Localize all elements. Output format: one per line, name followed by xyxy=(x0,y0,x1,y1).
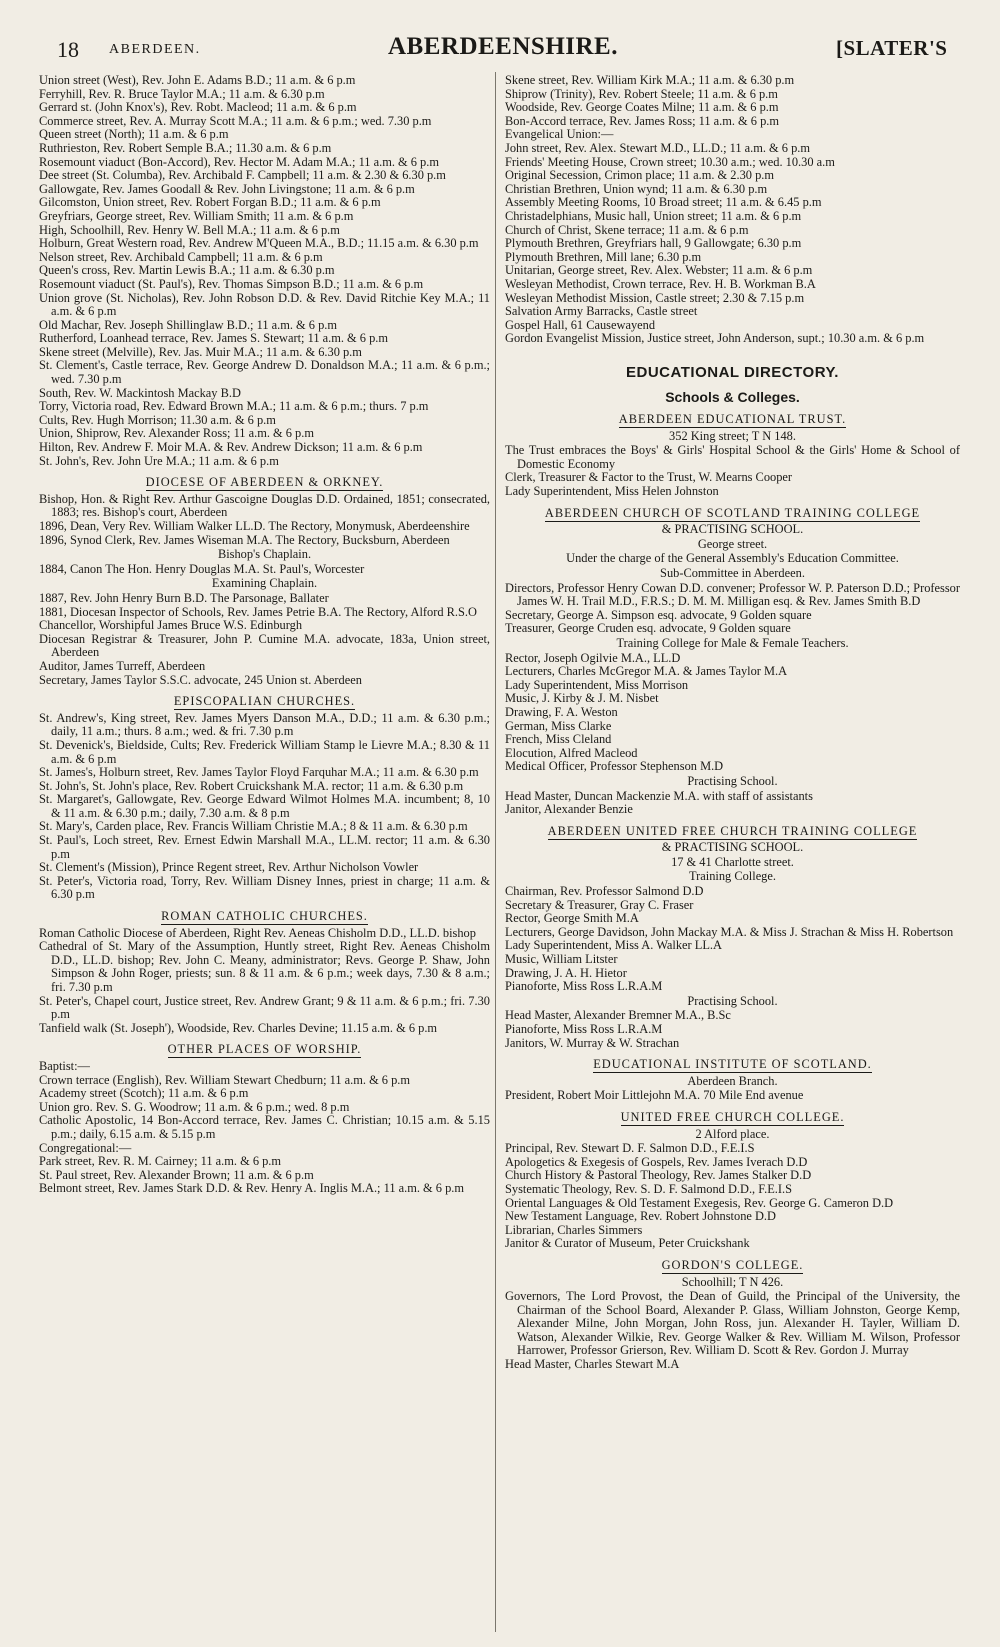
section-heading-episcopal: EPISCOPALIAN CHURCHES. xyxy=(173,694,356,709)
directory-entry: Apologetics & Exegesis of Gospels, Rev. James Iverach D.D xyxy=(505,1154,808,1169)
directory-entry: St. Mary's, Carden place, Rev. Francis William Christie M.A.; 8 & 11 a.m. & 6.30 p.m xyxy=(39,819,468,834)
examining-label: Examining Chaplain. xyxy=(211,576,318,591)
directory-entry: St. Margaret's, Gallowgate, Rev. George Edward Wilmot Holmes M.A. incumbent; 8, 10 & 11 a.m. & 6.30 p.m.; daily, 7.30 a.m. & 8 p.m xyxy=(39,792,490,820)
directory-entry: 1881, Diocesan Inspector of Schools, Rev. James Petrie B.A. The Rectory, Alford R.S.O xyxy=(39,604,477,619)
catholic-apostolic: Catholic Apostolic, 14 Bon-Accord terrace, Rev. James C. Christian; 10.15 a.m. & 5.15 p.m.; daily, 6.15 a.m. & 5.15 p.m xyxy=(39,1113,490,1141)
directory-entry: Salvation Army Barracks, Castle street xyxy=(505,304,698,319)
directory-entry: Crown terrace (English), Rev. William Stewart Chedburn; 11 a.m. & 6 p.m xyxy=(39,1072,411,1087)
other-worship-list xyxy=(505,156,960,346)
directory-entry: Chairman, Rev. Professor Salmond D.D xyxy=(505,884,704,899)
church-list xyxy=(39,74,490,468)
directory-entry: Lecturers, Charles McGregor M.A. & James Taylor M.A xyxy=(505,664,788,679)
directory-entry: Chancellor, Worshipful James Bruce W.S. Edinburgh xyxy=(39,618,303,633)
directory-entry: St. James's, Holburn street, Rev. James Taylor Floyd Farquhar M.A.; 11 a.m. & 6.30 p.m xyxy=(39,765,479,780)
directory-entry: Oriental Languages & Old Testament Exegesis, Rev. George G. Cameron D.D xyxy=(505,1195,894,1210)
directory-entry: 1887, Rev. John Henry Burn B.D. The Parsonage, Ballater xyxy=(39,590,329,605)
directory-entry: Union street (West), Rev. John E. Adams B.D.; 11 a.m. & 6 p.m xyxy=(39,73,356,87)
directory-entry: President, Robert Moir Littlejohn M.A. 70 Mile End avenue xyxy=(505,1088,804,1103)
csc-training-label: Training College for Male & Female Teachers. xyxy=(616,635,849,650)
directory-entry: Skene street (Melville), Rev. Jas. Muir M.A.; 11 a.m. & 6.30 p.m xyxy=(39,344,362,359)
gordon-heading: GORDON'S COLLEGE. xyxy=(661,1257,804,1272)
directory-entry: Belmont street, Rev. James Stark D.D. & Rev. Henry A. Inglis M.A.; 11 a.m. & 6 p.m xyxy=(39,1181,465,1196)
directory-entry: Directors, Professor Henry Cowan D.D. convener; Professor W. P. Paterson D.D.; Professor James W. H. Trail M.D., F.R.S.; D. M. M. Milligan esq. & Rev. James Smith B.D xyxy=(505,580,960,609)
directory-entry: Rutherford, Loanhead terrace, Rev. James S. Stewart; 11 a.m. & 6 p.m xyxy=(39,331,389,346)
directory-entry: High, Schoolhill, Rev. Henry W. Bell M.A.; 11 a.m. & 6 p.m xyxy=(39,222,340,237)
directory-entry: St. Clement's, Castle terrace, Rev. George Andrew D. Donaldson M.A.; 11 a.m. & 6 p.m.; wed. 7.30 p.m xyxy=(39,358,490,387)
directory-entry: Gordon Evangelist Mission, Justice street, John Anderson, supt.; 10.30 a.m. & 6 p.m xyxy=(505,331,925,346)
directory-entry: Holburn, Great Western road, Rev. Andrew M'Queen M.A., B.D.; 11.15 a.m. & 6.30 p.m xyxy=(39,236,479,251)
directory-entry: Union, Shiprow, Rev. Alexander Ross; 11 a.m. & 6 p.m xyxy=(39,426,314,441)
directory-entry: Commerce street, Rev. A. Murray Scott M.A.; 11 a.m. & 6 p.m.; wed. 7.30 p.m xyxy=(39,113,432,128)
directory-entry: Drawing, F. A. Weston xyxy=(505,704,618,719)
directory-entry: Ruthrieston, Rev. Robert Semple B.A.; 11.30 a.m. & 6 p.m xyxy=(39,140,332,155)
directory-entry: Gerrard st. (John Knox's), Rev. Robt. Macleod; 11 a.m. & 6 p.m xyxy=(39,100,357,115)
directory-entry: Music, J. Kirby & J. M. Nisbet xyxy=(505,691,659,706)
ufc-heading-2: & PRACTISING SCHOOL. xyxy=(661,840,804,855)
directory-entry: French, Miss Cleland xyxy=(505,732,612,747)
directory-entry: Janitors, W. Murray & W. Strachan xyxy=(505,1035,680,1050)
baptist-label: Baptist:— xyxy=(39,1058,90,1073)
directory-entry: Rector, Joseph Ogilvie M.A., LL.D xyxy=(505,650,681,665)
roman-list xyxy=(39,927,490,1036)
congregational-list xyxy=(39,1155,490,1196)
directory-entry: Queen's cross, Rev. Martin Lewis B.A.; 11 a.m. & 6.30 p.m xyxy=(39,263,335,278)
directory-entry: Lady Superintendent, Miss A. Walker LL.A xyxy=(505,938,722,953)
directory-entry: New Testament Language, Rev. Robert Johnstone D.D xyxy=(505,1209,776,1224)
directory-entry: Original Secession, Crimon place; 11 a.m. & 2.30 p.m xyxy=(505,168,774,183)
directory-entry: Auditor, James Turreff, Aberdeen xyxy=(39,658,206,673)
directory-entry: Secretary & Treasurer, Gray C. Fraser xyxy=(505,897,694,912)
directory-entry: The Trust embraces the Boys' & Girls' Hospital School & the Girls' Home & School of Domestic Economy xyxy=(505,443,960,471)
section-heading-diocese: DIOCESE OF ABERDEEN & ORKNEY. xyxy=(145,475,384,490)
ufc-address: 17 & 41 Charlotte street. xyxy=(671,854,794,869)
directory-entry: Roman Catholic Diocese of Aberdeen, Right Rev. Aeneas Chisholm D.D., LL.D. bishop xyxy=(39,925,476,940)
directory-entry: Bon-Accord terrace, Rev. James Ross; 11 a.m. & 6 p.m xyxy=(505,113,780,128)
directory-entry: Head Master, Charles Stewart M.A xyxy=(505,1357,680,1372)
csc-heading: ABERDEEN CHURCH OF SCOTLAND TRAINING COLLEGE xyxy=(544,505,921,520)
directory-entry: Friends' Meeting House, Crown street; 10.30 a.m.; wed. 10.30 a.m xyxy=(505,154,835,169)
eis-branch: Aberdeen Branch. xyxy=(687,1073,778,1088)
ufcc-list xyxy=(505,1142,960,1251)
directory-entry: Secretary, James Taylor S.S.C. advocate, 245 Union st. Aberdeen xyxy=(39,672,362,687)
csc-heading-2: & PRACTISING SCHOOL. xyxy=(661,522,804,537)
directory-entry: Clerk, Treasurer & Factor to the Trust, W. Mearns Cooper xyxy=(505,470,793,485)
directory-entry: Music, William Litster xyxy=(505,952,618,967)
directory-entry: St. Devenick's, Bieldside, Cults; Rev. Frederick William Stamp le Lievre M.A.; 8.30 & 11 a.m. & 6 p.m xyxy=(39,737,490,766)
evangelical-list xyxy=(505,142,960,156)
directory-entry: Ferryhill, Rev. R. Bruce Taylor M.A.; 11 a.m. & 6.30 p.m xyxy=(39,86,325,101)
trust-list xyxy=(505,444,960,498)
directory-entry: St. John's, St. John's place, Rev. Robert Cruickshank M.A. rector; 11 a.m. & 6.30 p.m xyxy=(39,778,464,793)
directory-entry: Systematic Theology, Rev. S. D. F. Salmond D.D., F.E.I.S xyxy=(505,1181,793,1196)
baptist-list xyxy=(39,1074,490,1115)
directory-entry: Shiprow (Trinity), Rev. Robert Steele; 11 a.m. & 6 p.m xyxy=(505,86,778,101)
ufc-practising-label: Practising School. xyxy=(687,993,778,1008)
directory-entry: Gallowgate, Rev. James Goodall & Rev. John Livingstone; 11 a.m. & 6 p.m xyxy=(39,181,415,196)
directory-entry: Pianoforte, Miss Ross L.R.A.M xyxy=(505,1022,663,1036)
episcopal-list xyxy=(39,712,490,902)
directory-entry: Christadelphians, Music hall, Union street; 11 a.m. & 6 p.m xyxy=(505,208,802,223)
directory-entry: Principal, Rev. Stewart D. F. Salmon D.D., F.E.I.S xyxy=(505,1141,755,1156)
directory-entry: Christian Brethren, Union wynd; 11 a.m. & 6.30 p.m xyxy=(505,181,768,196)
directory-entry: Assembly Meeting Rooms, 10 Broad street; 11 a.m. & 6.45 p.m xyxy=(505,195,822,210)
directory-entry: Union gro. Rev. S. G. Woodrow; 11 a.m. & 6 p.m.; wed. 8 p.m xyxy=(39,1099,350,1114)
directory-entry: Nelson street, Rev. Archibald Campbell; 11 a.m. & 6 p.m xyxy=(39,249,323,264)
diocese-canon: 1884, Canon The Hon. Henry Douglas M.A. St. Paul's, Worcester xyxy=(39,561,365,576)
directory-entry: Park street, Rev. R. M. Cairney; 11 a.m. & 6 p.m xyxy=(39,1154,282,1169)
directory-entry: Rector, George Smith M.A xyxy=(505,911,639,926)
directory-entry: Unitarian, George street, Rev. Alex. Webster; 11 a.m. & 6 p.m xyxy=(505,263,813,278)
left-column xyxy=(39,74,490,1196)
directory-entry: Church of Christ, Skene terrace; 11 a.m. & 6 p.m xyxy=(505,222,749,237)
directory-entry: Lady Superintendent, Miss Helen Johnston xyxy=(505,484,719,499)
directory-entry: St. Andrew's, King street, Rev. James Myers Danson M.A., D.D.; 11 a.m. & 6.30 p.m.; daily, 11 a.m.; thurs. 8 a.m.; wed. & fri. 7.30 p.m xyxy=(39,710,490,739)
congregational-label: Congregational:— xyxy=(39,1140,132,1155)
directory-entry: Pianoforte, Miss Ross L.R.A.M xyxy=(505,979,663,994)
csc-charge: Under the charge of the General Assembly's Education Committee. xyxy=(566,551,899,566)
csc-list-c xyxy=(505,790,960,817)
diocese-list-b xyxy=(39,592,490,687)
directory-entry: St. John's, Rev. John Ure M.A.; 11 a.m. & 6 p.m xyxy=(39,453,279,468)
schools-colleges-heading: Schools & Colleges. xyxy=(665,389,800,406)
gordon-list xyxy=(505,1290,960,1372)
chaplain-label: Bishop's Chaplain. xyxy=(217,547,312,562)
directory-entry: Governors, The Lord Provost, the Dean of Guild, the Principal of the University, the Chairman of the School Board, Alexander P. Glass, William Johnston, George Kemp, Alexander Milne, John Morgan, John Ross, jun. Alexander H. Tayler, William D. Watson, Alexander Wilkie, Rev. George Walker & Rev. William M. Wilson, Professor Harrower, Professor Grierson, Rev. William D. Scott & Rev. Gordon J. Murray xyxy=(505,1289,960,1358)
csc-list-a xyxy=(505,582,960,636)
directory-entry: John street, Rev. Alex. Stewart M.D., LL.D.; 11 a.m. & 6 p.m xyxy=(505,140,811,155)
diocese-list-a xyxy=(39,493,490,547)
directory-entry: Union grove (St. Nicholas), Rev. John Robson D.D. & Rev. David Ritchie Key M.A.; 11 a.m. & 6 p.m xyxy=(39,290,490,319)
directory-entry: Rosemount viaduct (St. Paul's), Rev. Thomas Simpson B.D.; 11 a.m. & 6 p.m xyxy=(39,276,424,291)
trust-heading: ABERDEEN EDUCATIONAL TRUST. xyxy=(618,412,847,427)
directory-entry: Treasurer, George Cruden esq. advocate, 9 Golden square xyxy=(505,621,791,636)
directory-entry: Wesleyan Methodist Mission, Castle street; 2.30 & 7.15 p.m xyxy=(505,290,805,305)
eis-list xyxy=(505,1089,960,1103)
directory-entry: St. Peter's, Victoria road, Torry, Rev. William Disney Innes, priest in charge; 11 a.m. & 6.30 p.m xyxy=(39,873,490,902)
directory-entry: Hilton, Rev. Andrew F. Moir M.A. & Rev. Andrew Dickson; 11 a.m. & 6 p.m xyxy=(39,440,423,455)
directory-entry: Janitor, Alexander Benzie xyxy=(505,802,633,817)
directory-entry: Wesleyan Methodist, Crown terrace, Rev. H. B. Workman B.A xyxy=(505,276,816,291)
page-header xyxy=(0,0,1000,70)
gordon-address: Schoolhill; T N 426. xyxy=(681,1274,784,1289)
directory-entry: 1896, Dean, Very Rev. William Walker LL.D. The Rectory, Monymusk, Aberdeenshire xyxy=(39,519,470,533)
ufc-training-label: Training College. xyxy=(689,869,776,884)
directory-entry: Greyfriars, George street, Rev. William Smith; 11 a.m. & 6 p.m xyxy=(39,208,354,223)
directory-entry: Torry, Victoria road, Rev. Edward Brown M.A.; 11 a.m. & 6 p.m.; thurs. 7 p.m xyxy=(39,399,429,414)
directory-entry: Medical Officer, Professor Stephenson M.D xyxy=(505,759,724,774)
directory-entry: Rosemount viaduct (Bon-Accord), Rev. Hector M. Adam M.A.; 11 a.m. & 6 p.m xyxy=(39,154,439,169)
directory-entry: Skene street, Rev. William Kirk M.A.; 11 a.m. & 6.30 p.m xyxy=(505,73,795,87)
page-number: 18 xyxy=(57,37,79,62)
directory-entry: St. Clement's (Mission), Prince Regent street, Rev. Arthur Nicholson Vowler xyxy=(39,860,419,875)
section-heading-other: OTHER PLACES OF WORSHIP. xyxy=(167,1042,362,1057)
ufc-list-b xyxy=(505,1009,960,1050)
directory-entry: Bishop, Hon. & Right Rev. Arthur Gascoigne Douglas D.D. Ordained, 1851; consecrated, 1883; res. Bishop's court, Aberdeen xyxy=(39,491,490,520)
congregational-cont-list xyxy=(505,74,960,128)
directory-entry: Tanfield walk (St. Joseph'), Woodside, Rev. Charles Devine; 11.15 a.m. & 6 p.m xyxy=(39,1020,438,1035)
csc-subcommittee: Sub-Committee in Aberdeen. xyxy=(660,566,805,580)
directory-entry: Elocution, Alfred Macleod xyxy=(505,745,638,760)
ufcc-address: 2 Alford place. xyxy=(695,1126,770,1141)
running-head-left: ABERDEEN. xyxy=(109,42,201,57)
directory-entry: Lecturers, George Davidson, John Mackay M.A. & Miss J. Strachan & Miss H. Robertson xyxy=(505,924,954,939)
directory-entry: Drawing, J. A. H. Hietor xyxy=(505,965,627,980)
csc-list-b xyxy=(505,652,960,774)
csc-address: George street. xyxy=(697,536,768,551)
directory-entry: Old Machar, Rev. Joseph Shillinglaw B.D.; 11 a.m. & 6 p.m xyxy=(39,317,337,332)
csc-practising-label: Practising School. xyxy=(687,773,778,788)
page-title: ABERDEENSHIRE. xyxy=(388,33,618,60)
educational-directory-heading: EDUCATIONAL DIRECTORY. xyxy=(626,363,839,381)
directory-entry: Woodside, Rev. George Coates Milne; 11 a.m. & 6 p.m xyxy=(505,100,779,115)
directory-entry: Janitor & Curator of Museum, Peter Cruickshank xyxy=(505,1236,750,1251)
eis-heading: EDUCATIONAL INSTITUTE OF SCOTLAND. xyxy=(593,1057,872,1072)
evangelical-label: Evangelical Union:— xyxy=(505,127,614,142)
section-heading-roman: ROMAN CATHOLIC CHURCHES. xyxy=(161,909,368,924)
right-column xyxy=(505,74,960,1372)
ufc-list-a xyxy=(505,885,960,994)
directory-entry: St. Paul's, Loch street, Rev. Ernest Edwin Marshall M.A., LL.M. rector; 11 a.m. & 6.30 p.m xyxy=(39,833,490,861)
directory-entry: Academy street (Scotch); 11 a.m. & 6 p.m xyxy=(39,1086,249,1101)
ufcc-heading: UNITED FREE CHURCH COLLEGE. xyxy=(620,1109,845,1124)
directory-entry: Cathedral of St. Mary of the Assumption, Huntly street, Right Rev. Aeneas Chisholm D.D., LL.D. bishop; Rev. John C. Meany, administrator; Revs. George P. Shaw, John Simpson & John Roger, priests; sun. 8 & 11 a.m. & 6 p.m.; week days, 7.30 & 8 a.m.; fri. 7.30 p.m xyxy=(39,939,490,994)
running-head-right: [SLATER'S xyxy=(836,36,948,60)
directory-entry: 1896, Synod Clerk, Rev. James Wiseman M.A. The Rectory, Bucksburn, Aberdeen xyxy=(39,532,450,547)
directory-entry: Queen street (North); 11 a.m. & 6 p.m xyxy=(39,127,229,142)
directory-entry: Gilcomston, Union street, Rev. Robert Forgan B.D.; 11 a.m. & 6 p.m xyxy=(39,195,381,210)
directory-entry: Head Master, Alexander Bremner M.A., B.Sc xyxy=(505,1008,731,1023)
directory-entry: St. Paul street, Rev. Alexander Brown; 11 a.m. & 6 p.m xyxy=(39,1167,314,1182)
trust-address: 352 King street; T N 148. xyxy=(669,428,796,443)
directory-entry: Head Master, Duncan Mackenzie M.A. with staff of assistants xyxy=(505,788,813,803)
directory-entry: Librarian, Charles Simmers xyxy=(505,1222,643,1237)
directory-entry: Gospel Hall, 61 Causewayend xyxy=(505,317,656,332)
directory-entry: Dee street (St. Columba), Rev. Archibald F. Campbell; 11 a.m. & 2.30 & 6.30 p.m xyxy=(39,168,446,183)
directory-entry: South, Rev. W. Mackintosh Mackay B.D xyxy=(39,385,241,400)
directory-entry: Diocesan Registrar & Treasurer, John P. Cumine M.A. advocate, 183a, Union street, Aberdeen xyxy=(39,631,490,660)
directory-entry: Secretary, George A. Simpson esq. advocate, 9 Golden square xyxy=(505,607,812,622)
directory-entry: St. Peter's, Chapel court, Justice street, Rev. Andrew Grant; 9 & 11 a.m. & 6 p.m.; fri. 7.30 p.m xyxy=(39,993,490,1022)
directory-entry: Church History & Pastoral Theology, Rev. James Stalker D.D xyxy=(505,1168,812,1183)
directory-entry: German, Miss Clarke xyxy=(505,718,612,733)
column-divider xyxy=(495,72,496,1632)
directory-entry: Lady Superintendent, Miss Morrison xyxy=(505,677,689,692)
directory-entry: Cults, Rev. Hugh Morrison; 11.30 a.m. & 6 p.m xyxy=(39,412,276,427)
directory-entry: Plymouth Brethren, Mill lane; 6.30 p.m xyxy=(505,249,702,264)
directory-entry: Plymouth Brethren, Greyfriars hall, 9 Gallowgate; 6.30 p.m xyxy=(505,236,802,251)
ufc-heading: ABERDEEN UNITED FREE CHURCH TRAINING COLLEGE xyxy=(547,823,918,838)
